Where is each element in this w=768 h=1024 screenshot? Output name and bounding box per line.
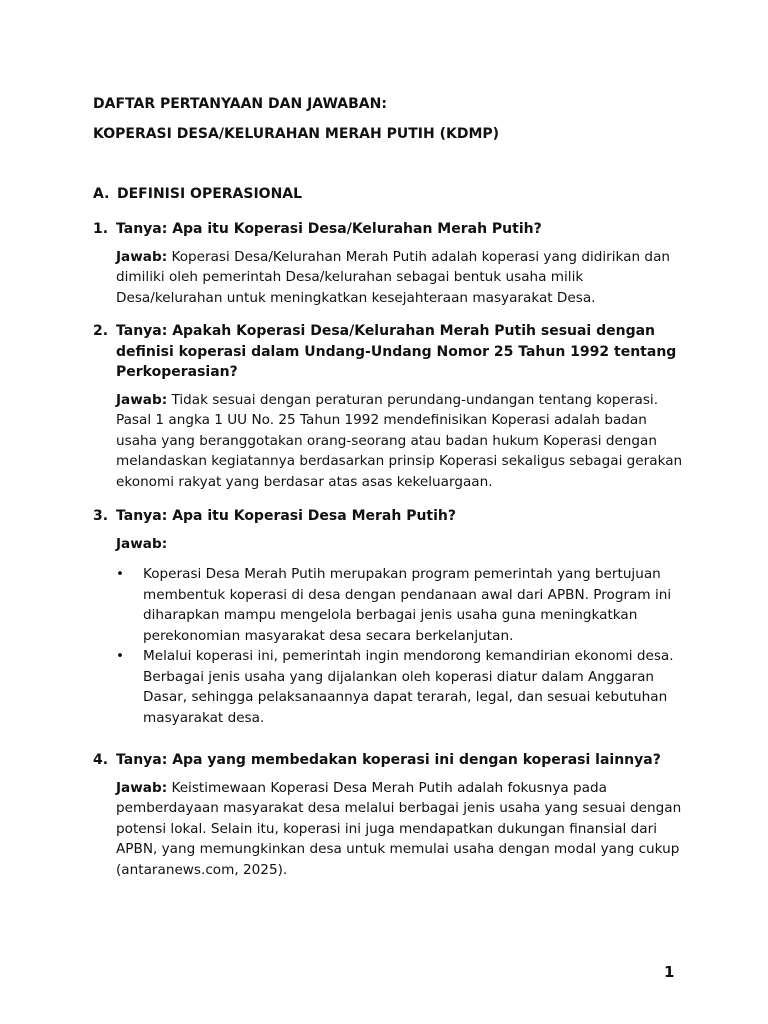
question-4 [93, 750, 683, 771]
question-number: 4. [93, 752, 109, 768]
question-number: 3. [93, 508, 109, 524]
answer-label: Jawab: [116, 248, 168, 265]
bullet-item [116, 646, 683, 728]
answer-label: Jawab: [116, 535, 168, 552]
answer-text: Koperasi Desa/Kelurahan Merah Putih adalah koperasi yang didirikan dan dimiliki oleh pemerintah Desa/kelurahan sebagai bentuk usaha milik Desa/kelurahan untuk meningkatkan kesejahteraan masyarakat Desa. [116, 248, 671, 306]
answer-2 [93, 390, 683, 493]
bullet-item [116, 564, 683, 646]
bullet-icon: • [116, 648, 125, 664]
question-number: 1. [93, 221, 109, 237]
question-1 [93, 219, 683, 240]
section-title: DEFINISI OPERASIONAL [117, 186, 303, 202]
question-3 [93, 506, 683, 527]
bullet-icon: • [116, 566, 125, 582]
document-title-line-1: DAFTAR PERTANYAAN DAN JAWABAN: [93, 96, 387, 112]
answer-text: Tidak sesuai dengan peraturan perundang-undangan tentang koperasi. Pasal 1 angka 1 UU No. 25 Tahun 1992 mendefinisikan Koperasi adalah badan usaha yang beranggotakan orang-seorang atau badan hukum Koperasi dengan melandaskan kegiatannya berdasarkan prinsip Koperasi sekaligus sebagai gerakan ekonomi rakyat yang berdasar atas asas kekeluargaan. [116, 391, 683, 490]
bullet-text: Koperasi Desa Merah Putih merupakan program pemerintah yang bertujuan membentuk koperasi di desa dengan pendanaan awal dari APBN. Program ini diharapkan mampu mengelola berbagai jenis usaha guna meningkatkan perekonomian masyarakat desa secara berkelanjutan. [143, 566, 672, 644]
question-text: Tanya: Apakah Koperasi Desa/Kelurahan Merah Putih sesuai dengan definisi koperasi dalam Undang-Undang Nomor 25 Tahun 1992 tentang Perkoperasian? [116, 323, 677, 380]
question-text: Tanya: Apa yang membedakan koperasi ini dengan koperasi lainnya? [116, 752, 661, 768]
document-title-line-2: KOPERASI DESA/KELURAHAN MERAH PUTIH (KDMP) [93, 126, 500, 142]
bullet-text: Melalui koperasi ini, pemerintah ingin mendorong kemandirian ekonomi desa. Berbagai jenis usaha yang dijalankan oleh koperasi diatur dalam Anggaran Dasar, sehingga pelaksanaannya dapat terarah, legal, dan sesuai kebutuhan masyarakat desa. [143, 648, 674, 726]
question-text: Tanya: Apa itu Koperasi Desa/Kelurahan Merah Putih? [116, 221, 542, 237]
question-2 [93, 321, 683, 383]
qa-item-3 [93, 506, 683, 728]
question-text: Tanya: Apa itu Koperasi Desa Merah Putih? [116, 508, 457, 524]
qa-item-2 [93, 321, 683, 492]
answer-label: Jawab: [116, 779, 168, 796]
answer-text: Keistimewaan Koperasi Desa Merah Putih adalah fokusnya pada pemberdayaan masyarakat desa melalui berbagai jenis usaha yang sesuai dengan potensi lokal. Selain itu, koperasi ini juga mendapatkan dukungan finansial dari APBN, yang memungkinkan desa untuk memulai usaha dengan modal yang cukup (antaranews.com, 2025). [116, 779, 682, 878]
answer-3 [93, 534, 683, 555]
section-marker: A. [93, 186, 110, 202]
answer-label: Jawab: [116, 391, 168, 408]
qa-item-1 [93, 219, 683, 308]
section-heading [93, 184, 302, 204]
answer-3-bullet-list [93, 564, 683, 728]
answer-4 [93, 778, 683, 881]
qa-item-4 [93, 750, 683, 880]
question-number: 2. [93, 323, 109, 339]
page-number: 1 [664, 963, 675, 981]
answer-1 [93, 247, 683, 309]
